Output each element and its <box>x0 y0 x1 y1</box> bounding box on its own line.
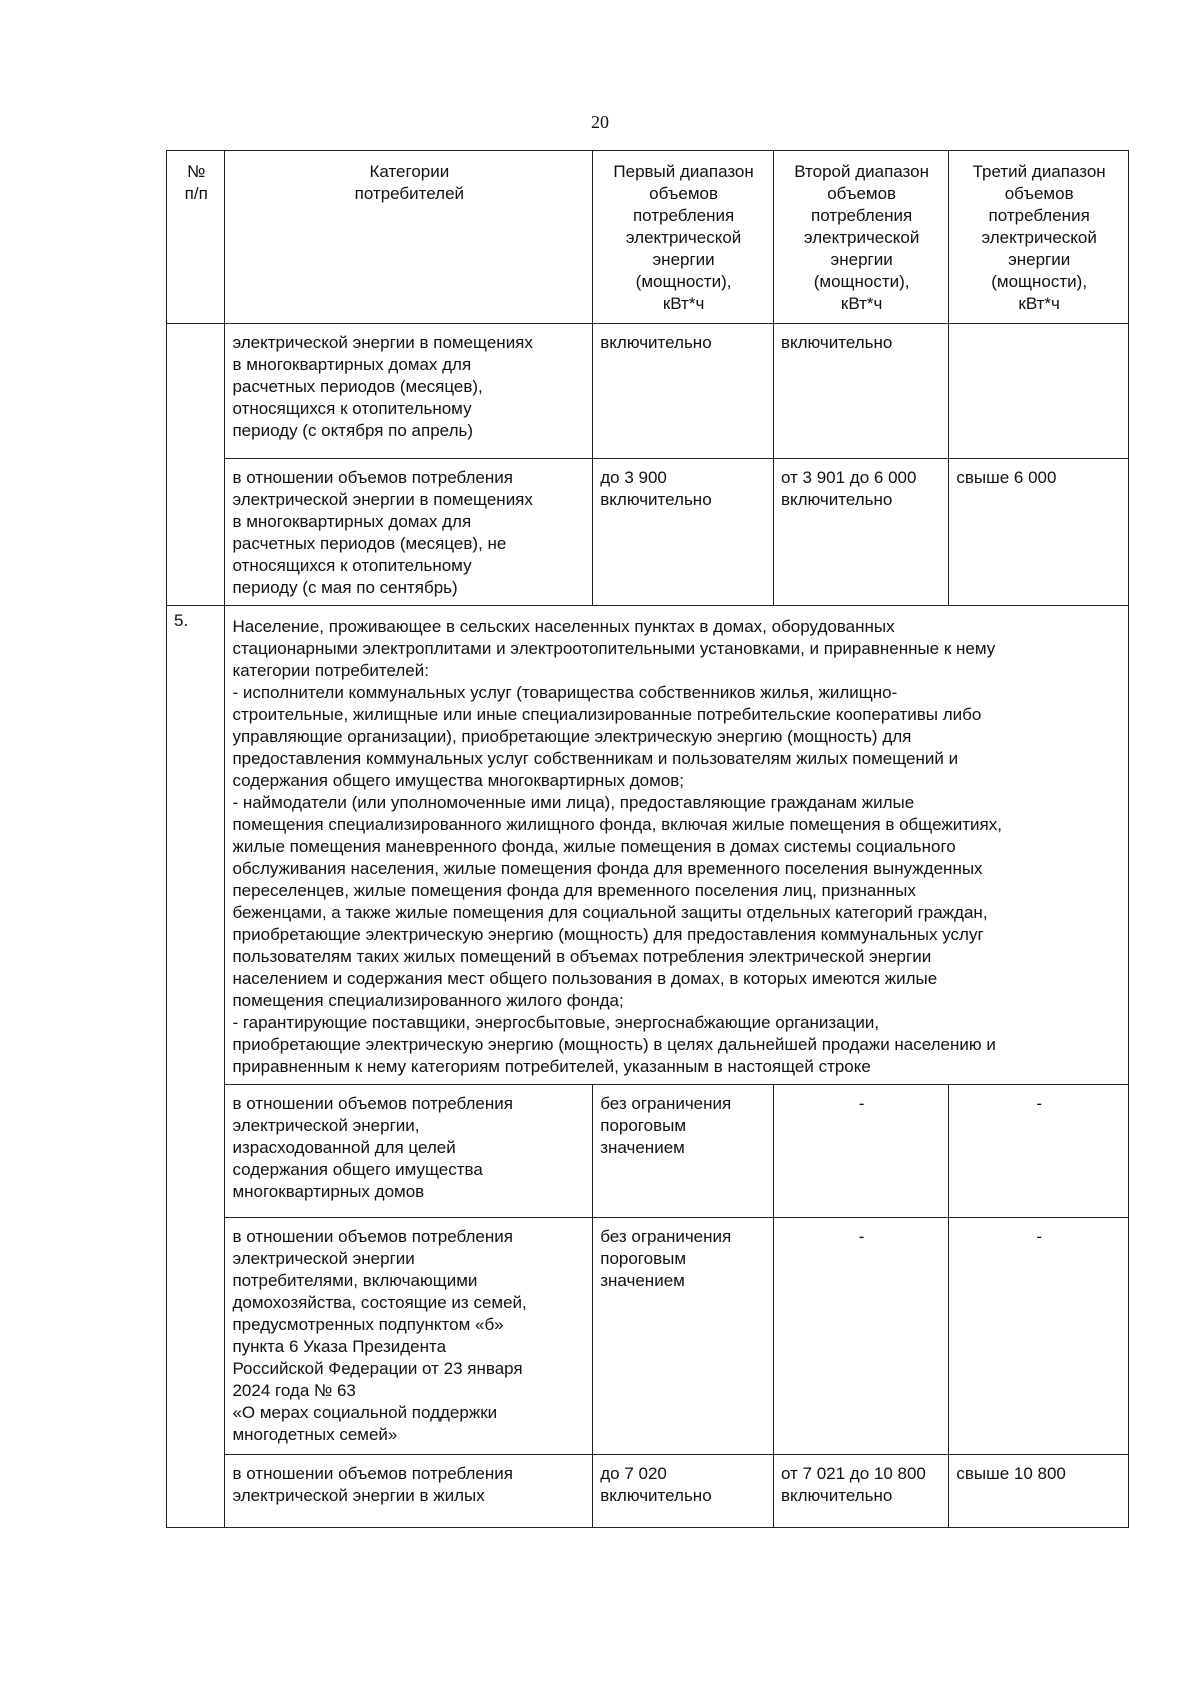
description-line: предоставления коммунальных услуг собственникам и пользователям жилых помещений и <box>232 749 959 768</box>
header-text-line: (мощности), <box>635 272 732 291</box>
header-text-line: п/п <box>184 184 208 203</box>
cell-text-line: значением <box>600 1271 685 1290</box>
description-line: жилые помещения маневренного фонда, жилые помещения в домах системы социального <box>232 837 956 856</box>
row-num-cell: 5. <box>167 606 225 1528</box>
description-line: приобретающие электрическую энергию (мощность) для предоставления коммунальных услуг <box>232 925 984 944</box>
header-text-line: электрической <box>625 228 742 247</box>
cell-text-line: в отношении объемов потребления <box>232 1464 513 1483</box>
description-line: приобретающие электрическую энергию (мощность) в целях дальнейшей продажи населению и <box>232 1035 996 1054</box>
description-line: - наймодатели (или уполномоченные ими лица), предоставляющие гражданам жилые <box>232 793 915 812</box>
header-text-line: потребления <box>811 206 913 225</box>
header-range2 <box>773 151 948 324</box>
range2-cell <box>773 459 948 606</box>
cell-text-line: в отношении объемов потребления <box>232 468 513 487</box>
cell-text-line: включительно <box>600 333 712 352</box>
cell-text-line: без ограничения <box>600 1227 732 1246</box>
header-num <box>167 151 225 324</box>
category-cell <box>225 459 593 606</box>
range3-cell <box>949 1455 1129 1528</box>
header-text-line: Категории <box>369 162 450 181</box>
cell-text-line: до 3 900 <box>600 468 667 487</box>
cell-text-line: свыше 6 000 <box>956 468 1057 487</box>
cell-text-line: многоквартирных домов <box>232 1182 425 1201</box>
range3-cell <box>949 324 1129 459</box>
cell-text-line: в многоквартирных домах для <box>232 355 472 374</box>
header-text-line: энергии <box>652 250 715 269</box>
cell-text-line: расчетных периодов (месяцев), не <box>232 534 507 553</box>
dash-placeholder: - <box>1036 1094 1042 1113</box>
header-text-line: электрической <box>981 228 1097 247</box>
description-line: - гарантирующие поставщики, энергосбытовые, энергоснабжающие организации, <box>232 1013 880 1032</box>
range1-cell <box>593 459 774 606</box>
header-text-line: объемов <box>1004 184 1074 203</box>
header-text-line: объемов <box>827 184 897 203</box>
cell-text-line: израсходованной для целей <box>232 1138 456 1157</box>
description-line: приравненным к нему категориям потребителей, указанным в настоящей строке <box>232 1057 871 1076</box>
dash-placeholder: - <box>858 1227 865 1246</box>
description-line: беженцами, а также жилые помещения для социальной защиты отдельных категорий граждан, <box>232 903 988 922</box>
page-number: 20 <box>591 112 609 132</box>
header-text-line: потребления <box>632 206 735 225</box>
table-header-row <box>167 151 1129 324</box>
cell-text-line: включительно <box>780 1486 893 1505</box>
description-line: обслуживания населения, жилые помещения фонда для временного поселения вынужденных <box>232 859 983 878</box>
description-line: содержания общего имущества многоквартирных домов; <box>232 771 685 790</box>
cell-text-line: периоду (с октября по апрель) <box>232 421 474 440</box>
table-row <box>167 1218 1129 1455</box>
range1-cell <box>593 1085 774 1218</box>
range3-cell <box>949 459 1129 606</box>
header-category <box>225 151 593 324</box>
cell-text-line: от 3 901 до 6 000 <box>780 468 917 487</box>
cell-text-line: расчетных периодов (месяцев), <box>232 377 483 396</box>
cell-text-line: электрической энергии, <box>232 1116 420 1135</box>
cell-text-line: до 7 020 <box>600 1464 667 1483</box>
cell-text-line: потребителями, включающими <box>232 1271 478 1290</box>
cell-text-line: в отношении объемов потребления <box>232 1227 513 1246</box>
range2-cell <box>773 324 948 459</box>
cell-text-line: 2024 года № 63 <box>232 1381 356 1400</box>
cell-text-line: электрической энергии в жилых <box>232 1486 485 1505</box>
cell-text-line: от 7 021 до 10 800 <box>780 1464 926 1483</box>
cell-text-line: включительно <box>780 490 893 509</box>
range3-cell <box>949 1218 1129 1455</box>
cell-text-line: в отношении объемов потребления <box>232 1094 513 1113</box>
dash-placeholder: - <box>1036 1227 1042 1246</box>
cell-text-line: «О мерах социальной поддержки <box>232 1403 498 1422</box>
range2-cell <box>773 1218 948 1455</box>
cell-text-line: свыше 10 800 <box>956 1464 1066 1483</box>
dash-placeholder: - <box>858 1094 865 1113</box>
header-text-line: Первый диапазон <box>613 162 754 181</box>
description-line: помещения специализированного жилищного фонда, включая жилые помещения в общежитиях, <box>232 815 1002 834</box>
cell-text-line: относящихся к отопительному <box>232 556 472 575</box>
header-text-line: Второй диапазон <box>794 162 929 181</box>
cell-text-line: электрической энергии <box>232 1249 415 1268</box>
description-line: помещения специализированного жилого фонда; <box>232 991 624 1010</box>
header-text-line: электрической <box>803 228 920 247</box>
table-row <box>167 1455 1129 1528</box>
section-5-description <box>225 606 1129 1085</box>
cell-text-line: включительно <box>780 333 893 352</box>
description-line: стационарными электроплитами и электроотопительными установками, и приравненные к нему <box>232 639 996 658</box>
range1-cell <box>593 1455 774 1528</box>
header-text-line: объемов <box>649 184 719 203</box>
cell-text-line: электрической энергии в помещениях <box>232 490 533 509</box>
cell-text-line: без ограничения <box>600 1094 732 1113</box>
cell-text-line: Российской Федерации от 23 января <box>232 1359 523 1378</box>
description-line: переселенцев, жилые помещения фонда для временного поселения лиц, признанных <box>232 881 916 900</box>
header-text-line: энергии <box>1008 250 1071 269</box>
range2-cell <box>773 1455 948 1528</box>
cell-text-line: содержания общего имущества <box>232 1160 483 1179</box>
cell-text-line: предусмотренных подпунктом «б» <box>232 1315 504 1334</box>
section-5-row <box>167 606 1129 1085</box>
category-cell <box>225 1455 593 1528</box>
cell-text-line: электрической энергии в помещениях <box>232 333 533 352</box>
row-num-cell <box>167 324 225 606</box>
tariff-table <box>166 150 1129 1528</box>
cell-text-line: включительно <box>600 490 712 509</box>
description-line: Население, проживающее в сельских населенных пунктах в домах, оборудованных <box>232 617 895 636</box>
description-line: населением и содержания мест общего пользования в домах, в которых имеются жилые <box>232 969 938 988</box>
header-text-line: кВт*ч <box>662 294 705 313</box>
table-row <box>167 459 1129 606</box>
header-text-line: кВт*ч <box>840 294 883 313</box>
cell-text-line: домохозяйства, состоящие из семей, <box>232 1293 527 1312</box>
description-line: категории потребителей: <box>232 661 429 680</box>
cell-text-line: включительно <box>600 1486 712 1505</box>
cell-text-line: многодетных семей» <box>232 1425 398 1444</box>
header-range3 <box>949 151 1129 324</box>
header-text-line: потребления <box>988 206 1090 225</box>
table-row <box>167 1085 1129 1218</box>
header-text-line: кВт*ч <box>1018 294 1060 313</box>
category-cell <box>225 324 593 459</box>
header-text-line: Третий диапазон <box>972 162 1106 181</box>
cell-text-line: значением <box>600 1138 685 1157</box>
cell-text-line: относящихся к отопительному <box>232 399 472 418</box>
header-text-line: (мощности), <box>813 272 910 291</box>
range1-cell <box>593 1218 774 1455</box>
range1-cell <box>593 324 774 459</box>
header-text-line: № <box>187 162 206 181</box>
category-cell <box>225 1085 593 1218</box>
header-text-line: (мощности), <box>991 272 1088 291</box>
description-line: - исполнители коммунальных услуг (товарищества собственников жилья, жилищно- <box>232 683 898 702</box>
cell-text-line: пороговым <box>600 1249 687 1268</box>
description-line: управляющие организации), приобретающие электрическую энергию (мощность) для <box>232 727 912 746</box>
cell-text-line: в многоквартирных домах для <box>232 512 472 531</box>
description-line: строительные, жилищные или иные специализированные потребительские кооперативы либо <box>232 705 982 724</box>
range3-cell <box>949 1085 1129 1218</box>
range2-cell <box>773 1085 948 1218</box>
table-row <box>167 324 1129 459</box>
description-line: пользователям таких жилых помещений в объемах потребления электрической энергии <box>232 947 932 966</box>
header-range1 <box>593 151 774 324</box>
cell-text-line: пороговым <box>600 1116 687 1135</box>
cell-text-line: периоду (с мая по сентябрь) <box>232 578 458 597</box>
header-text-line: потребителей <box>354 184 465 203</box>
category-cell <box>225 1218 593 1455</box>
header-text-line: энергии <box>830 250 893 269</box>
cell-text-line: пункта 6 Указа Президента <box>232 1337 447 1356</box>
